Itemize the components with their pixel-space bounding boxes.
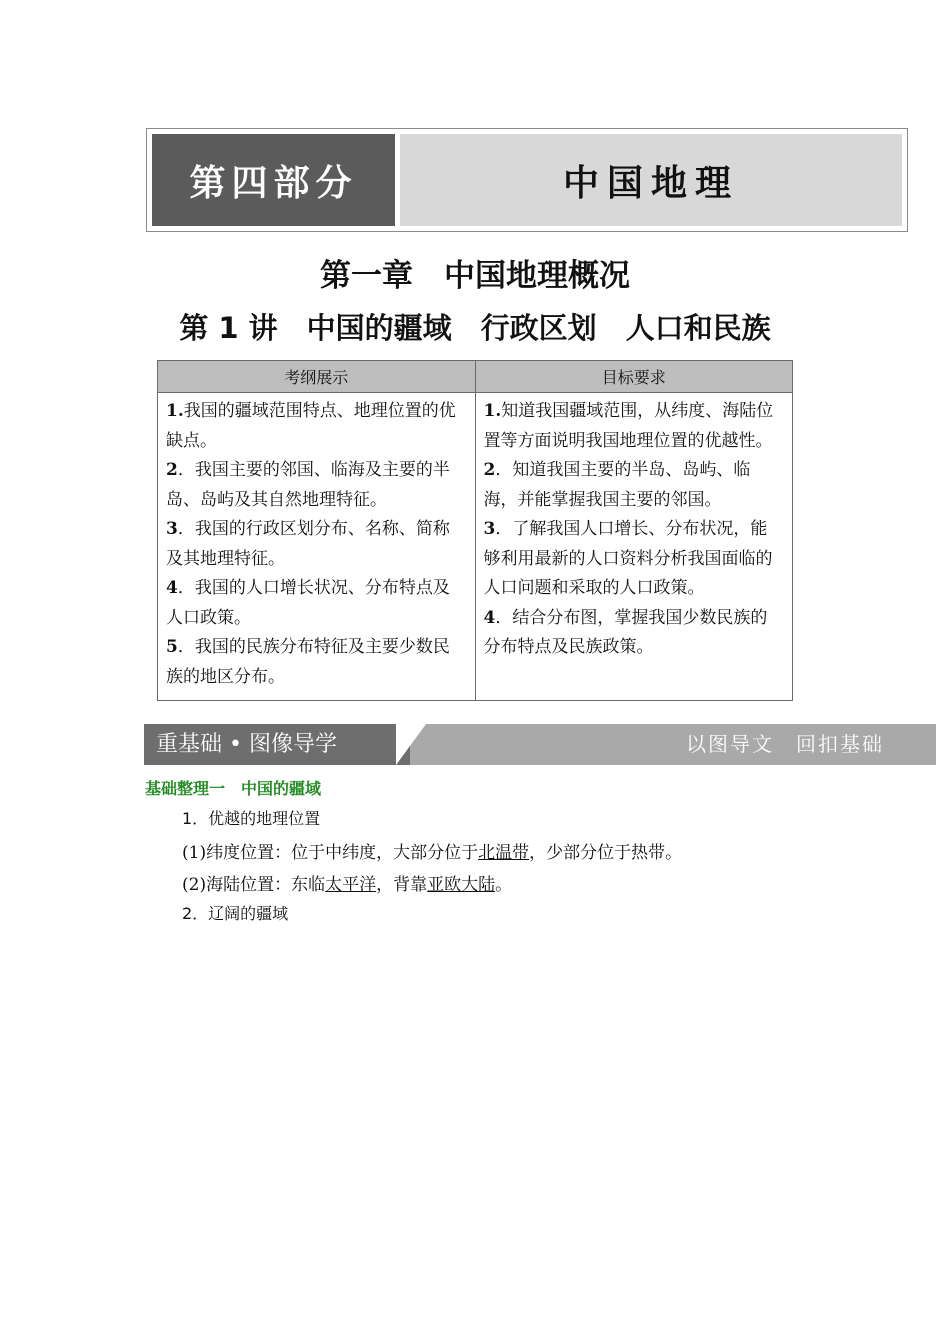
answer-blank: 太平洋: [325, 875, 377, 895]
list-item: 4．结合分布图，掌握我国少数民族的分布特点及民族政策。: [483, 607, 768, 657]
list-item: 1.知道我国疆域范围，从纬度、海陆位置等方面说明我国地理位置的优越性。: [483, 401, 774, 451]
sea-land-line: (2)海陆位置：东临太平洋，背靠亚欧大陆。: [182, 875, 513, 895]
list-item: 1.我国的疆域范围特点、地理位置的优缺点。: [166, 401, 456, 451]
list-item: 3．我国的行政区划分布、名称、简称及其地理特征。: [166, 519, 450, 569]
chapter-title: 第一章 中国地理概况: [320, 258, 630, 294]
subject-label: 中国地理: [400, 134, 902, 226]
requirements-table: [157, 360, 793, 701]
list-item: 2．我国主要的邻国、临海及主要的半岛、岛屿及其自然地理特征。: [166, 460, 450, 510]
answer-blank: 亚欧大陆: [427, 875, 496, 895]
header-goals: 目标要求: [475, 361, 793, 393]
list-item: 5．我国的民族分布特征及主要少数民族的地区分布。: [166, 637, 450, 687]
part-banner: [146, 128, 908, 232]
header-syllabus: 考纲展示: [158, 361, 476, 393]
band-divider: [396, 724, 426, 765]
section-heading: 基础整理一 中国的疆域: [145, 779, 322, 798]
list-item: 2．知道我国主要的半岛、岛屿、临海，并能掌握我国主要的邻国。: [483, 460, 751, 510]
syllabus-cell: [158, 393, 476, 701]
list-item: 3．了解我国人口增长、分布状况，能够利用最新的人口资料分析我国面临的人口问题和采取的人口政策。: [483, 519, 773, 598]
part-label: 第四部分: [152, 134, 395, 226]
section-band: [144, 724, 936, 765]
item-heading-2: 2．辽阔的疆域: [182, 904, 289, 923]
band-title: 重基础 • 图像导学: [144, 724, 410, 765]
latitude-line: (1)纬度位置：位于中纬度，大部分位于北温带，少部分位于热带。: [182, 843, 683, 863]
list-item: 4．我国的人口增长状况、分布特点及人口政策。: [166, 578, 450, 628]
lecture-title: 第 1 讲 中国的疆域 行政区划 人口和民族: [179, 311, 771, 345]
band-slogan: 以图导文 回扣基础: [686, 732, 884, 756]
answer-blank: 北温带: [478, 843, 530, 863]
item-heading-1: 1．优越的地理位置: [182, 809, 321, 828]
goals-cell: [475, 393, 793, 701]
